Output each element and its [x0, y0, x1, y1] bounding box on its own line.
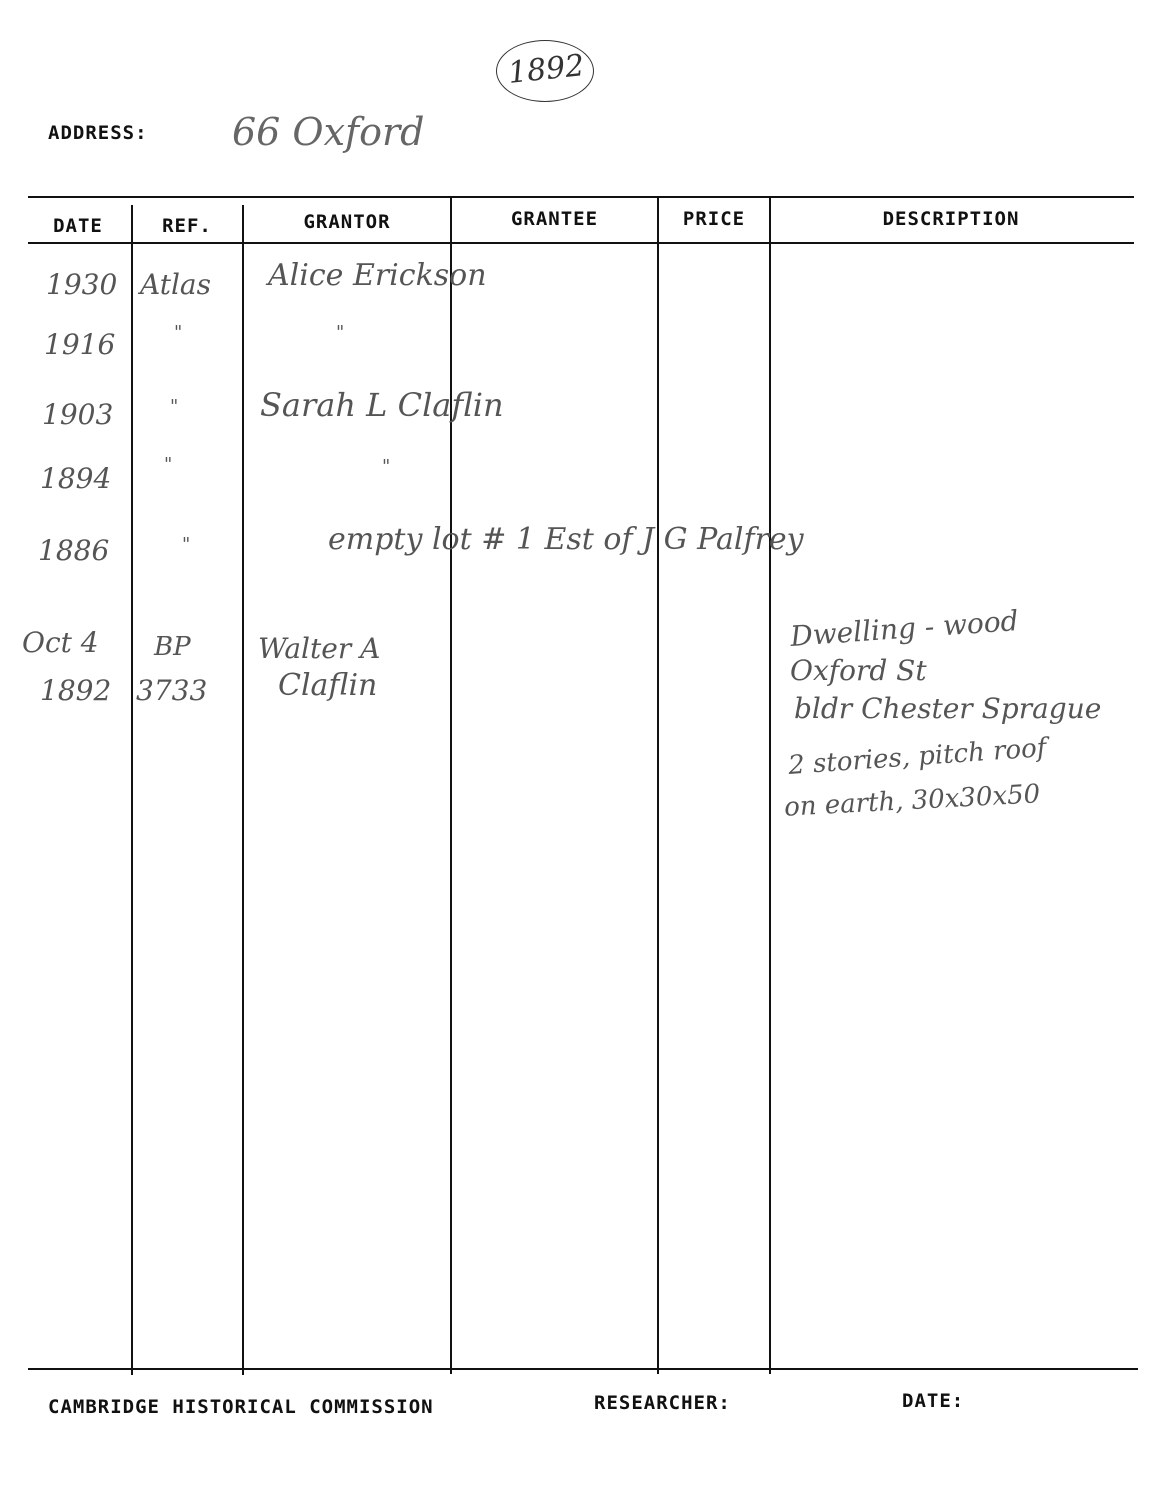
row-ref: " [174, 322, 183, 343]
footer-date-label: DATE: [902, 1390, 965, 1412]
permit-description-line: Oxford St [790, 654, 927, 687]
column-header-date: DATE [53, 215, 103, 237]
column-header-grantor: GRANTOR [303, 211, 391, 233]
permit-date-line1: Oct 4 [22, 626, 99, 659]
row-date: 1903 [42, 398, 114, 431]
row-date: 1894 [40, 462, 112, 495]
permit-grantor-line2: Claflin [278, 668, 378, 703]
row-grantor: " [382, 456, 391, 477]
permit-ref-line2: 3733 [136, 674, 208, 707]
permit-description-line: Dwelling - wood [789, 604, 1020, 653]
column-header-description: DESCRIPTION [882, 208, 1020, 230]
row-ref: " [182, 534, 191, 555]
row-date: 1886 [38, 534, 110, 567]
permit-ref-line1: BP [154, 632, 191, 662]
row-date: 1930 [46, 268, 118, 301]
column-divider-price [769, 196, 771, 1374]
row-note: empty lot # 1 Est of J G Palfrey [328, 522, 804, 557]
row-grantor: Alice Erickson [268, 258, 487, 293]
column-header-price: PRICE [682, 208, 746, 230]
row-ref: " [170, 396, 179, 417]
column-header-ref: REF. [162, 215, 212, 237]
column-divider-grantor [450, 196, 452, 1374]
footer-organization: CAMBRIDGE HISTORICAL COMMISSION [48, 1396, 434, 1418]
row-grantor: " [336, 322, 345, 343]
row-date: 1916 [44, 328, 116, 361]
permit-date-line2: 1892 [40, 674, 112, 707]
row-ref: Atlas [140, 268, 211, 301]
column-header-grantee: GRANTEE [510, 208, 599, 230]
row-ref: " [164, 454, 173, 475]
column-divider-date [131, 205, 133, 1375]
footer-researcher-label: RESEARCHER: [594, 1392, 731, 1414]
permit-description-line: bldr Chester Sprague [794, 692, 1102, 725]
year-circle-text: 1892 [506, 48, 586, 91]
address-value: 66 Oxford [232, 110, 425, 154]
address-label: ADDRESS: [48, 122, 148, 144]
column-divider-ref [242, 205, 244, 1375]
header-bottom-rule [28, 242, 1134, 244]
row-grantor: Sarah L Claflin [260, 386, 504, 424]
column-divider-grantee [657, 196, 659, 1374]
permit-description-line: on earth, 30x30x50 [783, 779, 1041, 823]
permit-description-line: 2 stories, pitch roof [787, 733, 1048, 781]
table-top-rule [28, 196, 1134, 198]
permit-grantor-line1: Walter A [258, 632, 381, 665]
table-bottom-rule [28, 1368, 1138, 1370]
